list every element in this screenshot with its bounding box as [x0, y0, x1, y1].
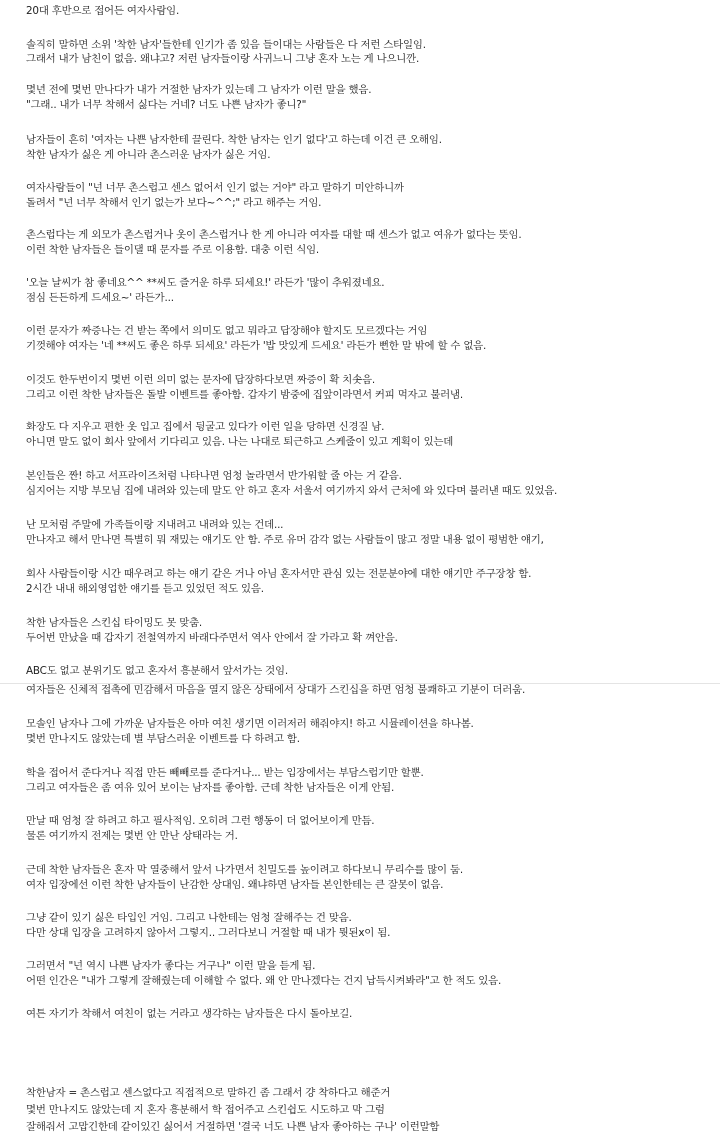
text-line: 여자사람들이 "넌 너무 촌스럽고 센스 없어서 인기 없는 거야" 라고 말하기 미안하니까 [26, 182, 404, 194]
text-line: 기껏해야 여자는 '네 **씨도 좋은 하루 되세요' 라든가 '밥 맛있게 드세요' 라든가 뻔한 말 밖에 할 수 없음. [26, 340, 487, 352]
text-line: 20대 후반으로 접어든 여자사람임. [26, 5, 180, 17]
text-line: 촌스럽다는 게 외모가 촌스럽거나 옷이 촌스럽거나 한 게 아니라 여자를 대할 때 센스가 없고 여유가 없다는 뜻임. [26, 229, 522, 241]
text-line: 본인들은 짠! 하고 서프라이즈처럼 나타나면 엄청 놀라면서 반가워할 줄 아는 거 같음. [26, 470, 402, 482]
text-line: '오늘 날씨가 참 좋네요^^ **씨도 즐거운 하루 되세요!' 라든가 '많이 추워졌네요. [26, 277, 385, 289]
text-line: 돌려서 "넌 너무 착해서 인기 없는가 보다~^^;" 라고 해주는 거임. [26, 197, 322, 209]
text-line: 여자들은 신체적 접촉에 민감해서 마음을 열지 않은 상태에서 상대가 스킨십을 하면 엄청 불쾌하고 기분이 더러움. [26, 684, 526, 696]
text-line: 이것도 한두번이지 몇번 이런 의미 없는 문자에 답장하다보면 짜증이 확 치솟음. [26, 374, 375, 386]
text-line: 남자들이 흔히 '여자는 나쁜 남자한테 끌린다. 착한 남자는 인기 없다'고 하는데 이건 큰 오해임. [26, 134, 442, 146]
text-line: 여튼 자기가 착해서 여친이 없는 거라고 생각하는 남자들은 다시 돌아보길. [26, 1008, 353, 1020]
text-line: "그래.. 내가 너무 착해서 싫다는 거네? 너도 나쁜 남자가 좋니?" [26, 99, 307, 111]
text-line: 몇년 전에 몇번 만나다가 내가 거절한 남자가 있는데 그 남자가 이런 말을 했음. [26, 84, 372, 96]
text-line: 어떤 인간은 "내가 그렇게 잘해줬는데 이해할 수 없다. 왜 안 만나겠다는 건지 납득시켜봐라"고 한 적도 있음. [26, 975, 502, 987]
text-line: 몇번 만나지도 않았는데 지 혼자 흥분해서 학 접어주고 스킨쉽도 시도하고 막 그럼 [26, 1104, 385, 1116]
text-line: 그냥 같이 있기 싫은 타입인 거임. 그리고 나한테는 엄청 잘해주는 건 맞음. [26, 912, 352, 924]
text-line: ABC도 없고 분위기도 없고 혼자서 흥분해서 앞서가는 것임. [26, 665, 288, 677]
text-line: 만날 때 엄청 잘 하려고 하고 필사적임. 오히려 그런 행동이 더 없어보이게 만듬. [26, 815, 375, 827]
text-line: 이런 문자가 짜증나는 건 받는 쪽에서 의미도 없고 뭐라고 답장해야 할지도 모르겠다는 거임 [26, 325, 428, 337]
text-line: 착한 남자들은 스킨십 타이밍도 못 맞춤. [26, 617, 203, 629]
text-line: 다만 상대 입장을 고려하지 않아서 그렇지.. 그러다보니 거절할 때 내가 뭣된x이 됨. [26, 927, 391, 939]
text-line: 만나자고 해서 만나면 특별히 뭐 재밌는 얘기도 안 함. 주로 유머 감각 없는 사람들이 많고 정말 내용 없이 평범한 얘기, [26, 534, 544, 546]
text-line: 회사 사람들이랑 시간 때우려고 하는 얘기 같은 거나 아님 혼자서만 관심 있는 전문분야에 대한 얘기만 주구장창 함. [26, 568, 532, 580]
text-line: 착한 남자가 싫은 게 아니라 촌스러운 남자가 싫은 거임. [26, 149, 271, 161]
text-line: 아니면 말도 없이 회사 앞에서 기다리고 있음. 나는 나대로 퇴근하고 스케줄이 있고 계획이 있는데 [26, 436, 454, 448]
text-line: 2시간 내내 해외영업한 얘기를 듣고 있었던 적도 있음. [26, 583, 264, 595]
text-line: 심지어는 지방 부모님 집에 내려와 있는데 말도 안 하고 혼자 서울서 여기까지 와서 근처에 와 있다며 불러낸 때도 있었음. [26, 485, 558, 497]
text-line: 모솔인 남자나 그에 가까운 남자들은 아마 여친 생기면 이러저러 해줘야지! 하고 시뮬레이션을 하나봄. [26, 718, 474, 730]
text-line: 그러면서 "넌 역시 나쁜 남자가 좋다는 거구나" 이런 말을 듣게 됨. [26, 960, 316, 972]
text-line: 점심 든든하게 드세요~' 라든가... [26, 292, 174, 304]
text-line: 잘해줘서 고맙긴한데 같이있긴 싫어서 거절하면 '결국 너도 나쁜 남자 좋아하는 구나' 이런말함 [26, 1121, 440, 1133]
text-line: 학을 접어서 준다거나 직접 만든 빼빼로를 준다거나... 받는 입장에서는 부담스럽기만 할뿐. [26, 767, 424, 779]
text-line: 그리고 이런 착한 남자들은 돌발 이벤트를 좋아함. 갑자기 밤중에 집앞이라면서 커피 먹자고 불러냄. [26, 389, 463, 401]
text-line: 착한남자 = 촌스럽고 센스없다고 직접적으로 말하긴 좀 그래서 걍 착하다고 해준거 [26, 1087, 391, 1099]
text-line: 난 모처럼 주말에 가족들이랑 지내려고 내려와 있는 건데... [26, 519, 284, 531]
text-line: 그래서 내가 남친이 없음. 왜냐고? 저런 남자들이랑 사귀느니 그냥 혼자 노는 게 나으니깐. [26, 53, 420, 65]
text-line: 여자 입장에선 이런 착한 남자들이 난감한 상대임. 왜냐하면 남자들 본인한테는 큰 잘못이 없음. [26, 879, 444, 891]
text-line: 솔직히 말하면 소위 '착한 남자'들한테 인기가 좀 있음 들이대는 사람들은 다 저런 스타일임. [26, 39, 426, 51]
text-line: 화장도 다 지우고 편한 옷 입고 집에서 뒹굴고 있다가 이런 일을 당하면 신경질 남. [26, 421, 385, 433]
text-line: 근데 착한 남자들은 혼자 막 열중해서 앞서 나가면서 친밀도를 높이려고 하다보니 무리수를 많이 둠. [26, 864, 463, 876]
text-line: 그리고 여자들은 좀 여유 있어 보이는 남자를 좋아함. 근데 착한 남자들은 이게 안됨. [26, 782, 395, 794]
text-line: 두어번 만났을 때 갑자기 전철역까지 바래다주면서 역사 안에서 잘 가라고 확 껴안음. [26, 632, 398, 644]
text-line: 이런 착한 남자들은 들이댈 때 문자를 주로 이용함. 대충 이런 식임. [26, 244, 320, 256]
text-line: 물론 여기까지 전제는 몇번 안 만난 상태라는 거. [26, 830, 238, 842]
text-line: 몇번 만나지도 않았는데 별 부담스러운 이벤트를 다 하려고 함. [26, 733, 300, 745]
